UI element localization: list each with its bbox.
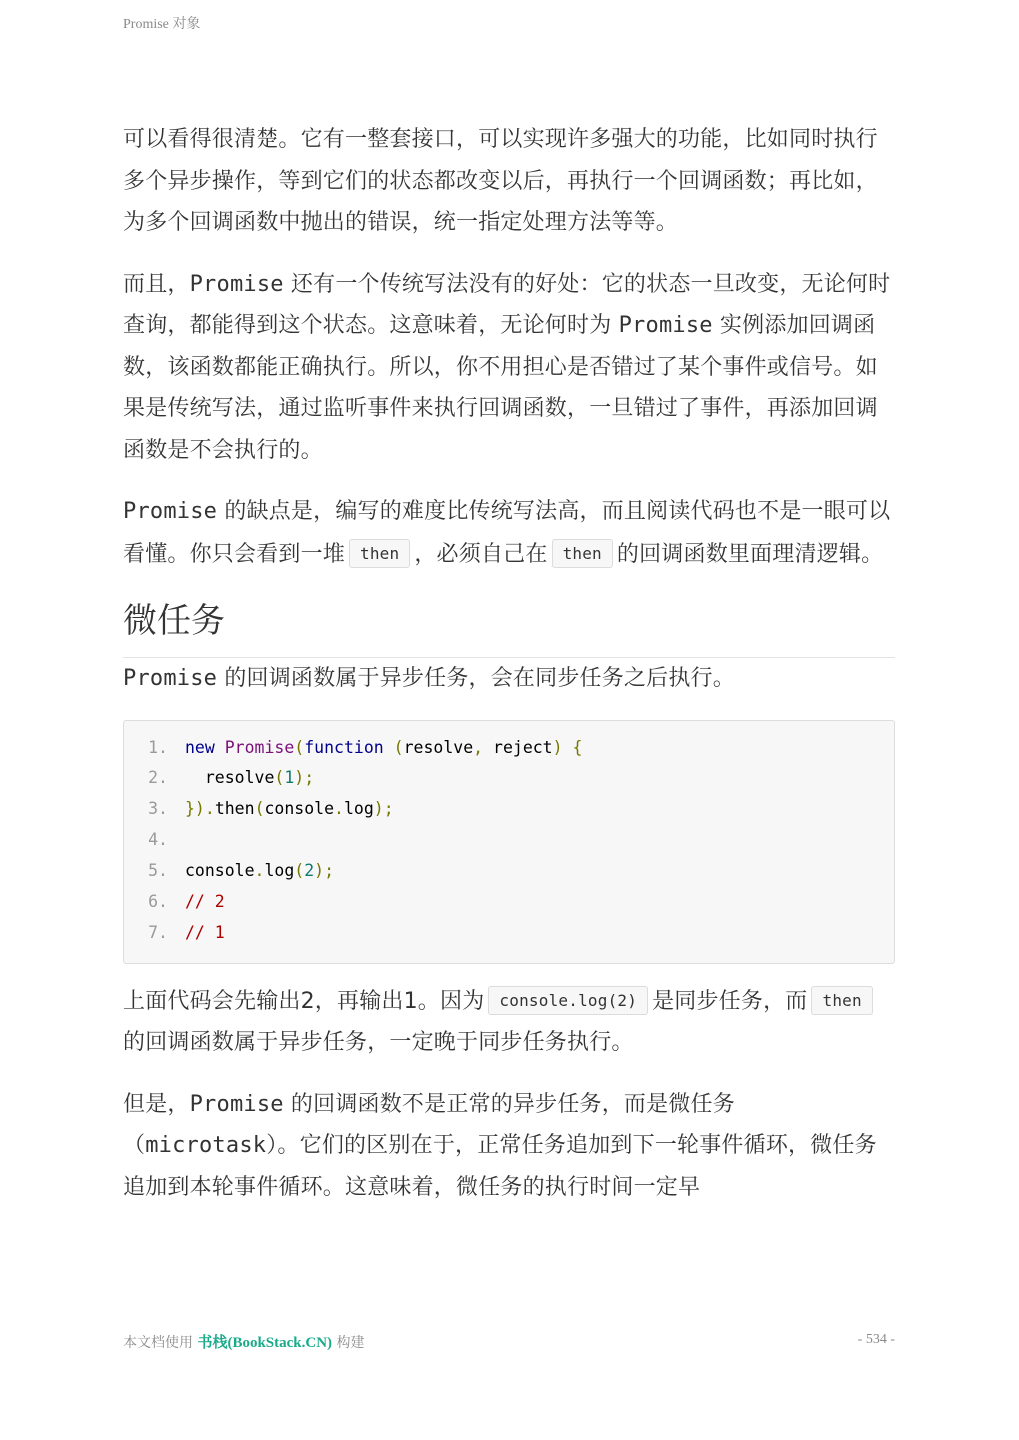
type-name: Promise: [224, 737, 295, 757]
punct: {: [562, 737, 583, 757]
line-number: 6.: [148, 891, 168, 911]
identifier: log: [343, 799, 374, 819]
inline-code-then: then: [552, 539, 613, 568]
section-heading: 微任务: [123, 597, 895, 658]
promise-term: Promise: [123, 499, 218, 524]
footer-text: 构建: [332, 1335, 365, 1351]
text: ，必须自己在: [414, 541, 548, 567]
code-text: [185, 763, 314, 794]
code-block: [123, 720, 895, 964]
line-number: 4.: [148, 830, 168, 850]
text: 的回调函数属于异步任务，一定晚于同步任务执行。: [123, 1030, 634, 1056]
inline-code-console-log: console.log(2): [488, 986, 648, 1015]
running-header: Promise 对象: [123, 17, 201, 32]
text: ）。它们的区别在于，正常任务追加到下一轮事件循环，微任务追加到本轮事件循环。这意味着，微任务的执行时间一定早: [123, 1133, 877, 1200]
identifier: resolve: [403, 737, 474, 757]
text: 还有一个传统写法没有的好处：它的状态一旦改变，无论何时查询，都能得到这个状态。这意味着，无论何时为: [123, 271, 891, 338]
promise-term: Promise: [189, 271, 284, 297]
keyword: function: [304, 737, 384, 757]
text: 的缺点是，编写的难度比传统写法高，而且阅读代码也不是一眼可以看懂。你只会看到一堆: [123, 499, 891, 567]
paragraph-5: [123, 1084, 895, 1209]
punct: .: [254, 861, 265, 881]
paragraph-2: [123, 264, 895, 472]
punct: );: [294, 768, 315, 788]
text: 的回调函数属于异步任务，会在同步任务之后执行。: [217, 666, 735, 691]
punct: (: [274, 768, 285, 788]
inline-code-then: then: [811, 986, 872, 1015]
promise-term: Promise: [618, 313, 713, 338]
number-literal: 1: [284, 768, 295, 788]
paragraph-3: [123, 491, 895, 575]
code-line: [124, 733, 894, 764]
page-number: - 534 -: [857, 1332, 895, 1347]
code-line: [124, 763, 894, 794]
line-number: 5.: [148, 861, 168, 881]
identifier: reject: [483, 737, 553, 757]
line-number: 1.: [148, 737, 168, 757]
footer-credit: [123, 1331, 365, 1352]
identifier: then: [214, 799, 255, 819]
punct: ): [552, 737, 563, 757]
punct: );: [373, 799, 394, 819]
space: [384, 738, 394, 757]
text: 实例添加回调函数，该函数都能正确执行。所以，你不用担心是否错过了某个事件或信号。如果是传统写法，通过监听事件来执行回调函数，一旦错过了事件，再添加回调函数是不会执行的。: [123, 313, 878, 463]
code-comment: // 2: [185, 891, 225, 911]
footer-text: 本文档使用: [123, 1335, 198, 1351]
code-text: [185, 794, 394, 825]
indent: [185, 768, 205, 787]
text: 是同步任务，而: [652, 988, 808, 1014]
microtask-term: microtask: [145, 1133, 267, 1159]
code-line: [124, 794, 894, 825]
punct: (: [294, 861, 305, 881]
punct: (: [393, 737, 404, 757]
inline-code-then: then: [349, 539, 410, 568]
line-number: 7.: [148, 922, 168, 942]
punct: ,: [473, 737, 484, 757]
punct: }).: [185, 799, 215, 819]
page-content: [123, 119, 895, 1228]
line-number: 2.: [148, 768, 168, 788]
code-text: [185, 856, 334, 887]
text: 而且，: [123, 271, 190, 297]
text: 的回调函数里面理清逻辑。: [616, 541, 884, 567]
code-line: [124, 856, 894, 887]
paragraph-1: [123, 119, 895, 244]
identifier: console: [264, 799, 335, 819]
number-literal: 2: [304, 861, 315, 881]
punct: (: [254, 799, 265, 819]
code-line: [124, 825, 894, 856]
paragraph-4: [123, 980, 895, 1064]
promise-term: Promise: [123, 666, 218, 691]
section-intro: [123, 658, 895, 700]
code-comment: // 1: [185, 922, 225, 942]
keyword: new: [185, 737, 215, 757]
identifier: console: [185, 861, 255, 881]
identifier: log: [264, 861, 295, 881]
text: 的回调函数不是正常的异步任务，而是微任务（: [123, 1091, 735, 1159]
punct: (: [294, 737, 305, 757]
code-line: [124, 918, 894, 949]
identifier: resolve: [204, 768, 275, 788]
code-line: [124, 887, 894, 918]
paragraph-text: 可以看得很清楚。它有一整套接口，可以实现许多强大的功能，比如同时执行多个异步操作，等到它们的状态都改变以后，再执行一个回调函数；再比如，为多个回调函数中抛出的错误，统一指定处理方法等等。: [123, 127, 878, 235]
text: 但是，: [123, 1091, 190, 1117]
code-text: [185, 733, 582, 764]
punct: );: [314, 861, 335, 881]
promise-term: Promise: [189, 1091, 284, 1117]
text: 上面代码会先输出2，再输出1。因为: [123, 988, 485, 1014]
line-number: 3.: [148, 799, 168, 819]
bookstack-link[interactable]: 书栈(BookStack.CN): [197, 1335, 333, 1351]
punct: .: [334, 799, 344, 819]
